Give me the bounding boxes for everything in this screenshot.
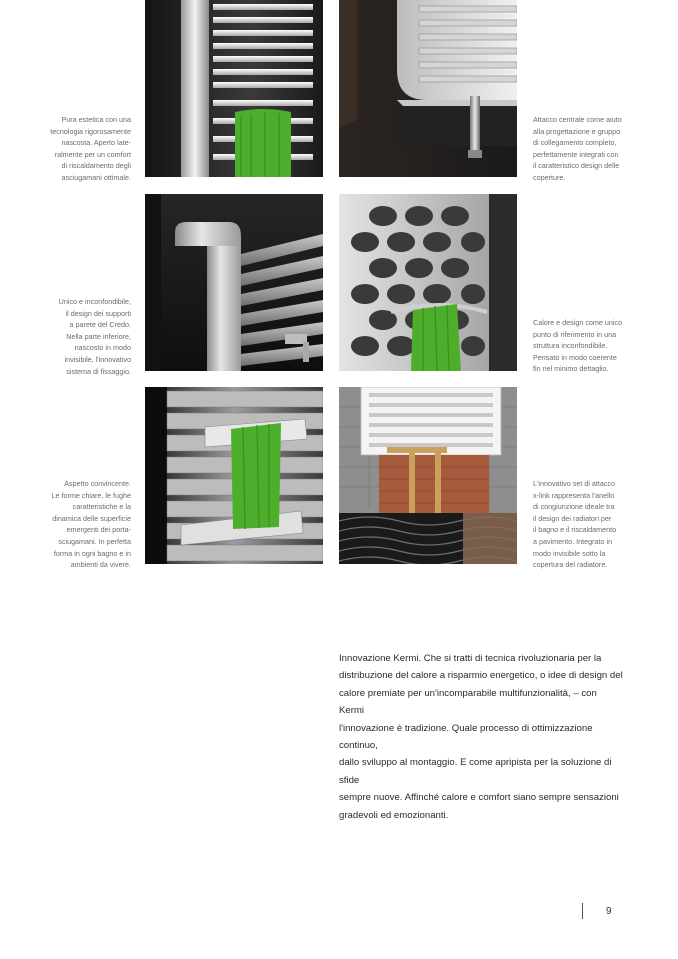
page-number-divider	[582, 903, 583, 919]
photo-wall-bracket	[145, 194, 323, 371]
page-number: 9	[606, 906, 612, 917]
caption-wall-brackets: Unico e inconfondibile, il design dei supporti a parete del Credo. Nella parte inferiore, nascosto in modo invisibile, l'innovativo sistema di fissaggio.	[58, 297, 131, 376]
caption-central-connection: Attacco centrale come aiuto alla progettazione e gruppo di collegamento completo, perfettamente integrati con il caratteristico design delle coperture.	[533, 115, 622, 182]
photo-central-connection	[339, 0, 517, 177]
caption-xlink-set: L'innovativo set di attacco x-link rappresenta l'anello di congiunzione ideale tra il design dei radiatori per il bagno e il riscaldamento a pavimento. Integrato in modo invisibile sotto la copertura del radiatore.	[533, 479, 617, 570]
photo-towel-rail-side	[145, 0, 323, 177]
intro-paragraph: Innovazione Kermi. Che si tratti di tecnica rivoluzionaria per la distribuzione del calore a risparmio energetico, o idee di design del calore premiate per un'incomparabile multifunzionalità, – con Kermi l'innovazione è tradizione. Quale processo di ottimizzazione continuo, dallo sviluppo al montaggio. E come apripista per la soluzione di sfide sempre nuove. Affinché calore e comfort siano sempre sensazioni gradevoli ed emozionanti.	[339, 653, 623, 821]
caption-design-radiator: Calore e design come unico punto di riferimento in una struttura inconfondibile. Pensato in modo coerente fin nel minimo dettaglio.	[533, 318, 623, 374]
photo-design-radiator	[339, 194, 517, 371]
photo-towel-holder	[145, 387, 323, 564]
photo-xlink-floor-heating	[339, 387, 517, 564]
caption-convincing-look: Aspetto convincente. Le forme chiare, le fughe caratteristiche e la dinamica delle superficie emergenti dei porta- sciugamani. In perfetta forma in ogni bagno e in ambienti da vivere.	[51, 479, 131, 570]
caption-towel-rail: Pura estetica con una tecnologia rigorosamente nascosta. Aperto late- ralmente per un comfort di riscaldamento degli asciugamani ottimale.	[50, 115, 131, 182]
